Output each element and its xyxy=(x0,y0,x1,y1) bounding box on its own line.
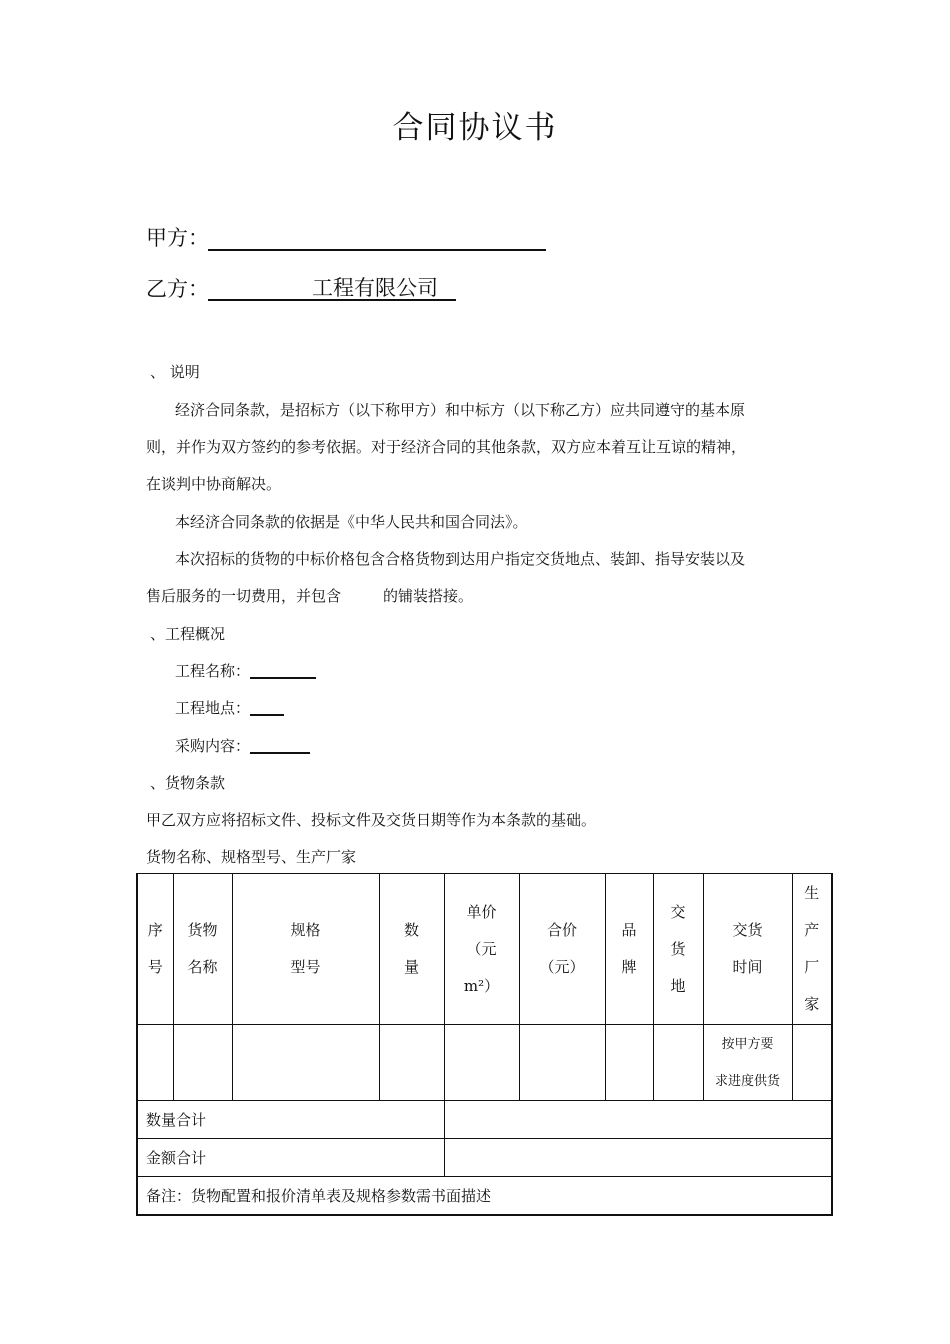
header-cell-goods-name: 货物 名称 xyxy=(173,874,232,1025)
description-paragraph-line: 则，并作为双方签约的参考依据。对于经济合同的其他条款，双方应本着互让互谅的精神， xyxy=(146,438,747,456)
party-a-label: 甲方： xyxy=(146,226,209,250)
document-title: 合同协议书 xyxy=(392,110,558,146)
party-a-field[interactable] xyxy=(208,226,546,251)
project-location-row xyxy=(175,697,284,718)
table-row xyxy=(137,1025,832,1101)
section-description-heading: 、 说明 xyxy=(150,363,200,381)
header-cell-brand: 品 牌 xyxy=(605,874,653,1025)
header-cell-manufacturer: 生 产 厂 家 xyxy=(792,874,832,1025)
goods-terms-paragraph: 甲乙双方应将招标文件、投标文件及交货日期等作为本条款的基础。 xyxy=(146,811,597,829)
table-cell[interactable] xyxy=(653,1025,703,1101)
purchase-content-row xyxy=(175,735,310,756)
purchase-content-input[interactable] xyxy=(250,737,310,754)
project-location-input[interactable] xyxy=(250,699,284,716)
total-quantity-row xyxy=(137,1101,832,1139)
total-quantity-label: 数量合计 xyxy=(137,1101,444,1139)
goods-table-caption: 货物名称、规格型号、生产厂家 xyxy=(146,848,357,866)
section-goods-terms-heading: 、货物条款 xyxy=(150,774,226,792)
project-name-input[interactable] xyxy=(250,662,316,679)
header-cell-quantity: 数 量 xyxy=(379,874,444,1025)
table-cell[interactable] xyxy=(444,1025,519,1101)
table-cell[interactable] xyxy=(379,1025,444,1101)
header-cell-serial: 序 号 xyxy=(137,874,173,1025)
party-b-label: 乙方： xyxy=(146,277,209,301)
section-project-overview-heading: 、工程概况 xyxy=(150,625,226,643)
delivery-time-cell: 按甲方要 求进度供货 xyxy=(703,1025,792,1101)
header-cell-total-price: 合价 （元） xyxy=(519,874,605,1025)
table-cell[interactable] xyxy=(137,1025,173,1101)
project-name-row xyxy=(175,660,316,681)
project-name-label: 工程名称： xyxy=(175,662,251,680)
price-scope-paragraph-line: 本次招标的货物的中标价格包含合格货物到达用户指定交货地点、装卸、指导安装以及 xyxy=(175,550,746,568)
party-b-field[interactable] xyxy=(208,270,456,301)
project-location-label: 工程地点： xyxy=(175,699,251,717)
description-paragraph-line: 经济合同条款，是招标方（以下称甲方）和中标方（以下称乙方）应共同遵守的基本原 xyxy=(175,401,746,419)
table-cell[interactable] xyxy=(519,1025,605,1101)
total-amount-row xyxy=(137,1139,832,1177)
total-amount-label: 金额合计 xyxy=(137,1139,444,1177)
goods-table xyxy=(136,873,833,1216)
total-amount-value[interactable] xyxy=(444,1139,832,1177)
table-cell[interactable] xyxy=(792,1025,832,1101)
party-b-value: 工程有限公司 xyxy=(312,276,438,300)
price-scope-paragraph-line xyxy=(146,585,473,606)
header-cell-spec-model: 规格 型号 xyxy=(232,874,379,1025)
header-cell-delivery-place: 交 货 地 xyxy=(653,874,703,1025)
table-cell[interactable] xyxy=(232,1025,379,1101)
price-scope-text-a: 售后服务的一切费用，并包含 xyxy=(146,587,342,605)
remark-row xyxy=(137,1177,832,1216)
header-cell-delivery-time: 交货 时间 xyxy=(703,874,792,1025)
description-paragraph-line: 在谈判中协商解决。 xyxy=(146,475,282,493)
price-scope-text-b: 的铺装搭接。 xyxy=(383,587,474,605)
contract-basis-paragraph: 本经济合同条款的依据是《中华人民共和国合同法》。 xyxy=(175,513,528,531)
header-cell-unit-price: 单价 （元 m²） xyxy=(444,874,519,1025)
table-cell[interactable] xyxy=(173,1025,232,1101)
total-quantity-value[interactable] xyxy=(444,1101,832,1139)
table-cell[interactable] xyxy=(605,1025,653,1101)
purchase-content-label: 采购内容： xyxy=(175,737,251,755)
goods-table-header-row xyxy=(137,874,832,1025)
remark-text: 备注：货物配置和报价清单表及规格参数需书面描述 xyxy=(137,1177,832,1216)
